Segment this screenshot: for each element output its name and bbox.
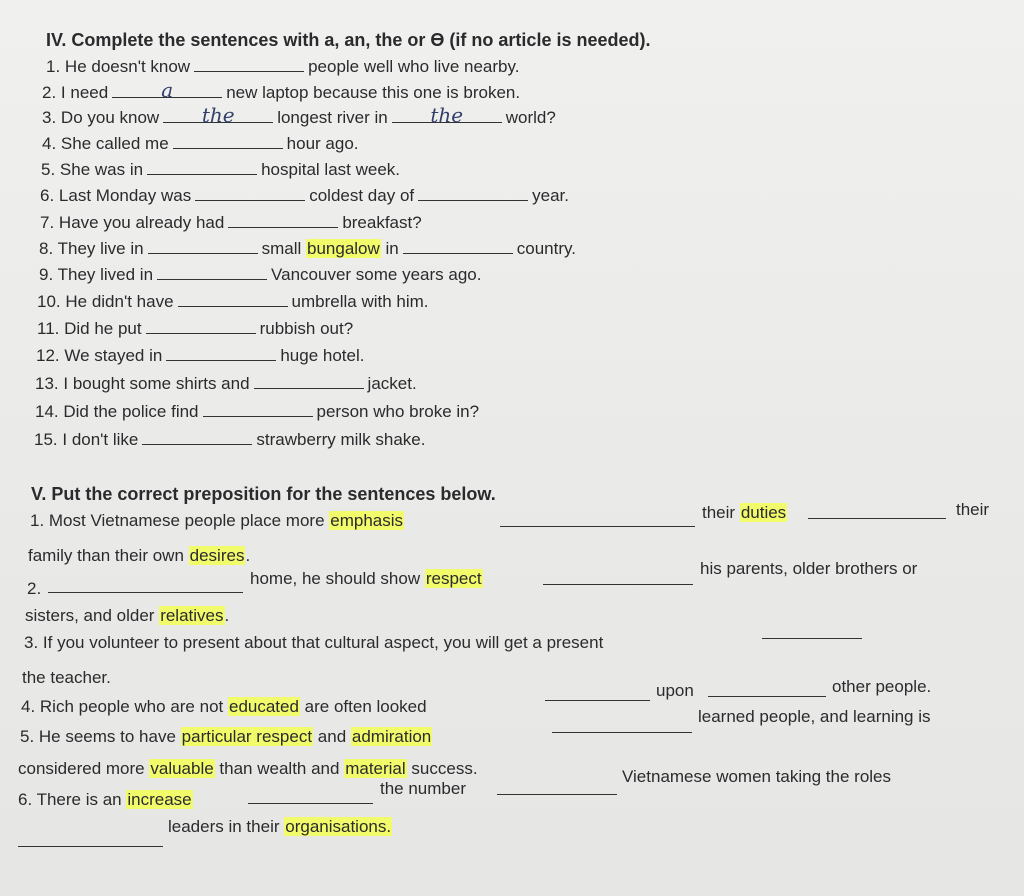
item-number: 2. — [42, 83, 57, 102]
item-text: people well who live nearby. — [308, 57, 520, 76]
sentence-text — [250, 568, 483, 590]
answer-blank[interactable] — [708, 696, 826, 697]
answer-blank[interactable] — [418, 184, 528, 201]
exercise-item-7 — [40, 211, 422, 234]
exercise-item-5 — [41, 158, 400, 181]
answer-blank[interactable] — [194, 55, 304, 72]
item-text: 6. There is an — [18, 790, 122, 809]
item-text: leaders in their — [168, 817, 280, 836]
handwritten-answer: the — [430, 103, 464, 127]
answer-blank[interactable] — [543, 584, 693, 585]
highlighted-word: admiration — [351, 727, 432, 746]
item-text: small — [261, 239, 302, 258]
item-text: 1. Most Vietnamese people place more — [30, 511, 325, 530]
sentence-text — [18, 758, 478, 780]
exercise-item-11 — [37, 317, 353, 340]
item-text: their — [956, 500, 990, 519]
answer-blank[interactable] — [248, 803, 373, 804]
item-number: 7. — [40, 213, 55, 232]
item-text: Did the police find — [63, 402, 199, 421]
answer-blank[interactable] — [157, 263, 267, 280]
item-text: success. — [411, 759, 478, 778]
item-text: learned people, and learning is — [698, 707, 931, 726]
item-text: Did he put — [64, 319, 142, 338]
item-text: . — [245, 546, 251, 565]
item-text: We stayed in — [64, 346, 163, 365]
item-text: new laptop because this one is broken. — [226, 83, 521, 102]
item-number: 3. — [42, 108, 57, 127]
item-number: 10. — [37, 292, 61, 311]
highlighted-word: respect — [425, 569, 482, 588]
item-text: in — [385, 239, 399, 258]
item-text: Have you already had — [58, 213, 225, 232]
answer-blank[interactable] — [178, 290, 288, 307]
answer-blank[interactable] — [173, 132, 283, 149]
answer-blank[interactable] — [18, 846, 163, 847]
item-text: home, he should show — [250, 569, 421, 588]
highlighted-word: organisations. — [285, 817, 392, 836]
highlighted-word: material — [345, 759, 406, 778]
item-text: country. — [516, 239, 576, 258]
item-text: person who broke in? — [316, 402, 480, 421]
answer-blank[interactable] — [112, 78, 222, 102]
sentence-text — [30, 510, 404, 532]
answer-blank[interactable] — [142, 428, 252, 445]
answer-blank[interactable] — [254, 372, 364, 389]
item-text: He didn't have — [65, 292, 174, 311]
answer-blank[interactable] — [552, 732, 692, 733]
answer-blank[interactable] — [545, 700, 650, 701]
item-number: 15. — [34, 430, 58, 449]
answer-blank[interactable] — [148, 237, 258, 254]
highlighted-word: increase — [127, 790, 192, 809]
item-text: They lived in — [57, 265, 154, 284]
highlighted-word: relatives — [160, 606, 224, 625]
exercise-item-10 — [37, 290, 429, 313]
item-text: his parents, older brothers or — [700, 559, 918, 578]
highlighted-word: duties — [740, 503, 787, 522]
item-text: other people. — [832, 677, 932, 696]
item-text: their — [702, 503, 736, 522]
answer-blank[interactable] — [146, 317, 256, 334]
highlighted-word: desires — [189, 546, 245, 565]
item-text: I don't like — [62, 430, 139, 449]
exercise-item-12 — [36, 344, 364, 367]
answer-blank[interactable] — [195, 184, 305, 201]
item-text: strawberry milk shake. — [256, 430, 426, 449]
item-text: and — [317, 727, 347, 746]
exercise-item-14 — [35, 400, 479, 423]
item-text: coldest day of — [309, 186, 415, 205]
item-text: than wealth and — [219, 759, 340, 778]
answer-blank[interactable] — [808, 518, 946, 519]
exercise-item-6 — [40, 184, 569, 207]
item-text: the number — [380, 779, 466, 798]
answer-blank[interactable] — [403, 237, 513, 254]
exercise-item-4 — [42, 132, 359, 155]
item-text: They live in — [57, 239, 144, 258]
item-text: He doesn't know — [64, 57, 191, 76]
answer-blank[interactable] — [762, 638, 862, 639]
answer-blank[interactable] — [48, 592, 243, 593]
answer-blank[interactable] — [166, 344, 276, 361]
item-text: . — [224, 606, 230, 625]
sentence-text — [21, 696, 427, 718]
item-number: 12. — [36, 346, 60, 365]
handwritten-answer: a — [161, 78, 174, 102]
exercise-item-8 — [39, 237, 576, 260]
item-number: 8. — [39, 239, 54, 258]
sentence-text — [702, 502, 787, 524]
answer-blank[interactable] — [203, 400, 313, 417]
item-text: the teacher. — [22, 668, 111, 687]
answer-blank[interactable] — [228, 211, 338, 228]
sentence-text — [20, 726, 432, 748]
answer-blank[interactable] — [500, 526, 695, 527]
item-text: Vietnamese women taking the roles — [622, 767, 892, 786]
item-text: 4. Rich people who are not — [21, 697, 224, 716]
item-text: Do you know — [60, 108, 160, 127]
highlighted-word: particular respect — [181, 727, 313, 746]
item-text: She called me — [60, 134, 169, 153]
exercise-item-9 — [39, 263, 481, 286]
item-text: 5. He seems to have — [20, 727, 176, 746]
answer-blank[interactable] — [497, 794, 617, 795]
exercise-item-1 — [46, 55, 519, 78]
item-text: year. — [532, 186, 569, 205]
item-text: I bought some shirts and — [63, 374, 250, 393]
item-text: breakfast? — [342, 213, 422, 232]
item-number: 9. — [39, 265, 54, 284]
item-text: jacket. — [367, 374, 417, 393]
item-text: 2. — [27, 579, 42, 598]
item-number: 4. — [42, 134, 57, 153]
item-text: sisters, and older — [25, 606, 155, 625]
item-text: family than their own — [28, 546, 184, 565]
sentence-text — [18, 789, 193, 811]
item-number: 14. — [35, 402, 59, 421]
item-text: She was in — [59, 160, 144, 179]
sentence-text — [25, 605, 229, 627]
item-number: 5. — [41, 160, 56, 179]
exercise-item-3 — [42, 103, 556, 129]
item-text: Vancouver some years ago. — [271, 265, 482, 284]
section-5-title: V. Put the correct preposition for the sentences below. — [31, 484, 496, 504]
item-text: are often looked — [304, 697, 427, 716]
item-number: 6. — [40, 186, 55, 205]
item-text: world? — [505, 108, 556, 127]
section-4-title: IV. Complete the sentences with a, an, the or ϴ (if no article is needed). — [46, 30, 651, 50]
item-text: I need — [60, 83, 109, 102]
highlighted-word: valuable — [150, 759, 214, 778]
handwritten-answer: the — [201, 103, 235, 127]
item-number: 11. — [37, 319, 60, 338]
highlighted-word: emphasis — [330, 511, 404, 530]
item-text: considered more — [18, 759, 145, 778]
answer-blank[interactable] — [392, 103, 502, 127]
item-text: upon — [656, 681, 694, 700]
item-text: huge hotel. — [280, 346, 365, 365]
item-number: 1. — [46, 57, 61, 76]
answer-blank[interactable] — [147, 158, 257, 175]
item-number: 13. — [35, 374, 59, 393]
highlighted-word: educated — [228, 697, 299, 716]
item-text: 3. If you volunteer to present about that cultural aspect, you will get a present — [24, 633, 604, 652]
exercise-item-2 — [42, 78, 521, 104]
item-text: hour ago. — [286, 134, 359, 153]
item-text: Last Monday was — [58, 186, 192, 205]
highlighted-word: bungalow — [307, 239, 380, 258]
answer-blank[interactable] — [163, 103, 273, 127]
exercise-item-13 — [35, 372, 417, 395]
item-text: hospital last week. — [261, 160, 400, 179]
item-text: rubbish out? — [259, 319, 354, 338]
item-text: umbrella with him. — [291, 292, 429, 311]
sentence-text — [168, 816, 392, 838]
sentence-text — [28, 545, 250, 567]
exercise-item-15 — [34, 428, 426, 451]
item-text: longest river in — [277, 108, 388, 127]
